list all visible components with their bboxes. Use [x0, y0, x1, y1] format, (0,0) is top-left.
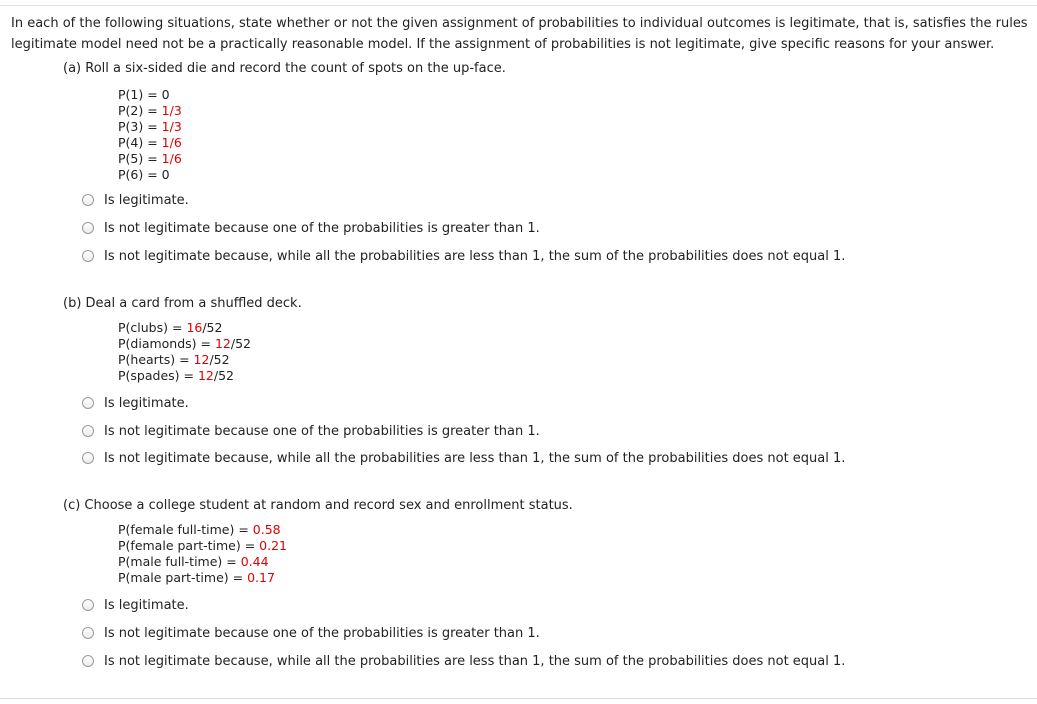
top-divider	[0, 5, 1037, 6]
prob-line: P(3) = 1/3	[118, 119, 182, 134]
radio-button[interactable]	[82, 194, 94, 206]
part-a-option-greater-than-one[interactable]	[82, 220, 540, 236]
option-label: Is legitimate.	[104, 597, 189, 613]
option-label: Is not legitimate because, while all the probabilities are less than 1, the sum of the probabilities does not equal 1.	[104, 248, 846, 264]
part-a-option-sum-not-one[interactable]	[82, 248, 845, 264]
intro-line-1: In each of the following situations, state whether or not the given assignment of probabilities to individual outcomes is legitimate, that is, satisfies the rules	[11, 16, 1028, 31]
part-c-option-greater-than-one[interactable]	[82, 625, 540, 641]
part-c-option-legitimate[interactable]	[82, 597, 189, 613]
part-a-option-legitimate[interactable]	[82, 192, 189, 208]
radio-button[interactable]	[82, 425, 94, 437]
question-intro	[11, 13, 1037, 55]
part-b-option-sum-not-one[interactable]	[82, 450, 845, 466]
prob-line: P(diamonds) = 12/52	[118, 336, 252, 351]
part-b-option-legitimate[interactable]	[82, 395, 189, 411]
radio-button[interactable]	[82, 222, 94, 234]
prob-line: P(2) = 1/3	[118, 103, 182, 118]
intro-line-2: legitimate model need not be a practically reasonable model. If the assignment of probabilities is not legitimate, give specific reasons for your answer.	[11, 37, 995, 52]
part-c-option-sum-not-one[interactable]	[82, 653, 845, 669]
part-b-title: (b) Deal a card from a shuffled deck.	[63, 296, 302, 311]
option-label: Is not legitimate because one of the probabilities is greater than 1.	[104, 220, 540, 236]
part-a-probabilities	[118, 87, 182, 183]
radio-button[interactable]	[82, 655, 94, 667]
prob-line: P(6) = 0	[118, 167, 170, 182]
prob-line: P(male part-time) = 0.17	[118, 570, 275, 585]
prob-line: P(1) = 0	[118, 87, 170, 102]
part-b-option-greater-than-one[interactable]	[82, 423, 540, 439]
prob-line: P(spades) = 12/52	[118, 368, 234, 383]
part-a-title: (a) Roll a six-sided die and record the count of spots on the up-face.	[63, 61, 506, 76]
option-label: Is legitimate.	[104, 192, 189, 208]
prob-line: P(female part-time) = 0.21	[118, 538, 288, 553]
prob-line: P(male full-time) = 0.44	[118, 554, 269, 569]
part-c-probabilities	[118, 522, 287, 586]
option-label: Is not legitimate because one of the probabilities is greater than 1.	[104, 625, 540, 641]
prob-line: P(5) = 1/6	[118, 151, 182, 166]
radio-button[interactable]	[82, 627, 94, 639]
prob-line: P(female full-time) = 0.58	[118, 522, 281, 537]
radio-button[interactable]	[82, 599, 94, 611]
radio-button[interactable]	[82, 250, 94, 262]
option-label: Is legitimate.	[104, 395, 189, 411]
part-c-title: (c) Choose a college student at random and record sex and enrollment status.	[63, 498, 573, 513]
prob-line: P(clubs) = 16/52	[118, 320, 223, 335]
part-b-probabilities	[118, 320, 251, 384]
bottom-divider	[0, 698, 1037, 699]
option-label: Is not legitimate because, while all the probabilities are less than 1, the sum of the probabilities does not equal 1.	[104, 450, 846, 466]
radio-button[interactable]	[82, 452, 94, 464]
radio-button[interactable]	[82, 397, 94, 409]
option-label: Is not legitimate because, while all the probabilities are less than 1, the sum of the probabilities does not equal 1.	[104, 653, 846, 669]
option-label: Is not legitimate because one of the probabilities is greater than 1.	[104, 423, 540, 439]
prob-line: P(hearts) = 12/52	[118, 352, 230, 367]
prob-line: P(4) = 1/6	[118, 135, 182, 150]
